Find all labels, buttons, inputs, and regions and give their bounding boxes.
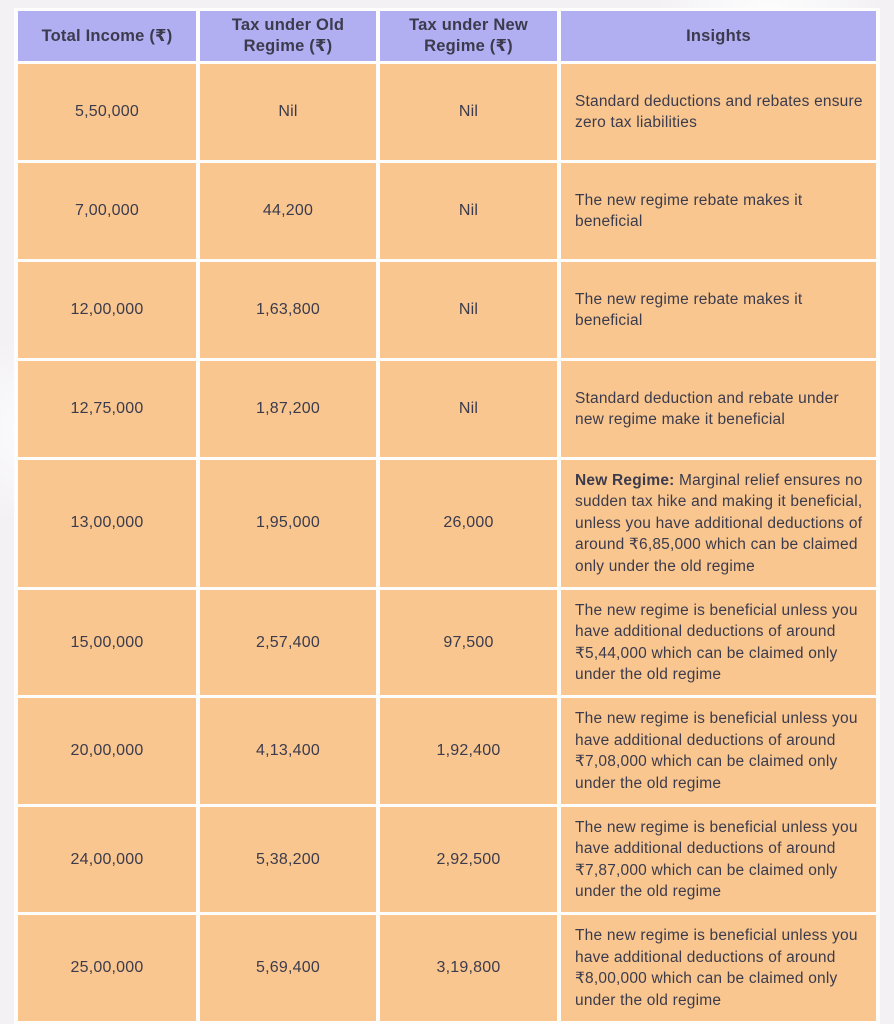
old-tax-cell: 44,200 (200, 163, 376, 259)
new-tax-cell: 2,92,500 (380, 807, 557, 913)
new-tax-cell: 1,92,400 (380, 698, 557, 804)
income-cell: 12,00,000 (18, 262, 196, 358)
table-row (18, 807, 876, 913)
tax-comparison-table (14, 8, 880, 1024)
insight-text: Marginal relief ensures no sudden tax hike and making it beneficial, unless you have additional deductions of around ₹6,85,000 which can be claimed only under the old regime (575, 472, 863, 575)
old-tax-cell: 2,57,400 (200, 590, 376, 696)
insight-cell (561, 590, 876, 696)
column-header-tax-old-regime: Tax under Old Regime (₹) (200, 11, 376, 61)
new-tax-cell: 3,19,800 (380, 915, 557, 1021)
insight-text: The new regime is beneficial unless you have additional deductions of around ₹8,00,000 which can be claimed only under the old regime (575, 927, 858, 1009)
income-cell: 13,00,000 (18, 460, 196, 587)
insight-text: The new regime rebate makes it beneficial (575, 191, 803, 230)
insight-text: The new regime is beneficial unless you have additional deductions of around ₹7,87,000 which can be claimed only under the old regime (575, 818, 858, 900)
insight-cell (561, 163, 876, 259)
old-tax-cell: 1,63,800 (200, 262, 376, 358)
table-body (18, 64, 876, 1021)
insight-cell (561, 698, 876, 804)
old-tax-cell: Nil (200, 64, 376, 160)
old-tax-cell: 5,38,200 (200, 807, 376, 913)
new-tax-cell: Nil (380, 163, 557, 259)
column-header-total-income: Total Income (₹) (18, 11, 196, 61)
income-cell: 7,00,000 (18, 163, 196, 259)
table-row (18, 262, 876, 358)
table-row (18, 163, 876, 259)
old-tax-cell: 1,87,200 (200, 361, 376, 457)
insight-emphasis: New Regime: (575, 472, 680, 489)
new-tax-cell: Nil (380, 262, 557, 358)
insight-text: The new regime is beneficial unless you have additional deductions of around ₹5,44,000 which can be claimed only under the old regime (575, 601, 858, 683)
tax-comparison-table-wrap (14, 8, 880, 1024)
column-header-insights: Insights (561, 11, 876, 61)
insight-text: Standard deductions and rebates ensure zero tax liabilities (575, 92, 863, 131)
insight-cell (561, 262, 876, 358)
new-tax-cell: Nil (380, 361, 557, 457)
new-tax-cell: 97,500 (380, 590, 557, 696)
income-cell: 15,00,000 (18, 590, 196, 696)
insight-cell (561, 807, 876, 913)
old-tax-cell: 5,69,400 (200, 915, 376, 1021)
income-cell: 12,75,000 (18, 361, 196, 457)
table-row (18, 64, 876, 160)
insight-text: The new regime rebate makes it beneficial (575, 290, 803, 329)
table-row (18, 698, 876, 804)
income-cell: 24,00,000 (18, 807, 196, 913)
old-tax-cell: 1,95,000 (200, 460, 376, 587)
old-tax-cell: 4,13,400 (200, 698, 376, 804)
insight-cell (561, 460, 876, 587)
insight-cell (561, 64, 876, 160)
insight-text: The new regime is beneficial unless you have additional deductions of around ₹7,08,000 which can be claimed only under the old regime (575, 710, 858, 792)
income-cell: 20,00,000 (18, 698, 196, 804)
income-cell: 25,00,000 (18, 915, 196, 1021)
table-row (18, 915, 876, 1021)
new-tax-cell: 26,000 (380, 460, 557, 587)
new-tax-cell: Nil (380, 64, 557, 160)
insight-cell (561, 915, 876, 1021)
insight-cell (561, 361, 876, 457)
column-header-tax-new-regime: Tax under New Regime (₹) (380, 11, 557, 61)
header-row (18, 11, 876, 61)
table-row (18, 460, 876, 587)
table-row (18, 361, 876, 457)
insight-text: Standard deduction and rebate under new regime make it beneficial (575, 389, 839, 428)
income-cell: 5,50,000 (18, 64, 196, 160)
table-row (18, 590, 876, 696)
